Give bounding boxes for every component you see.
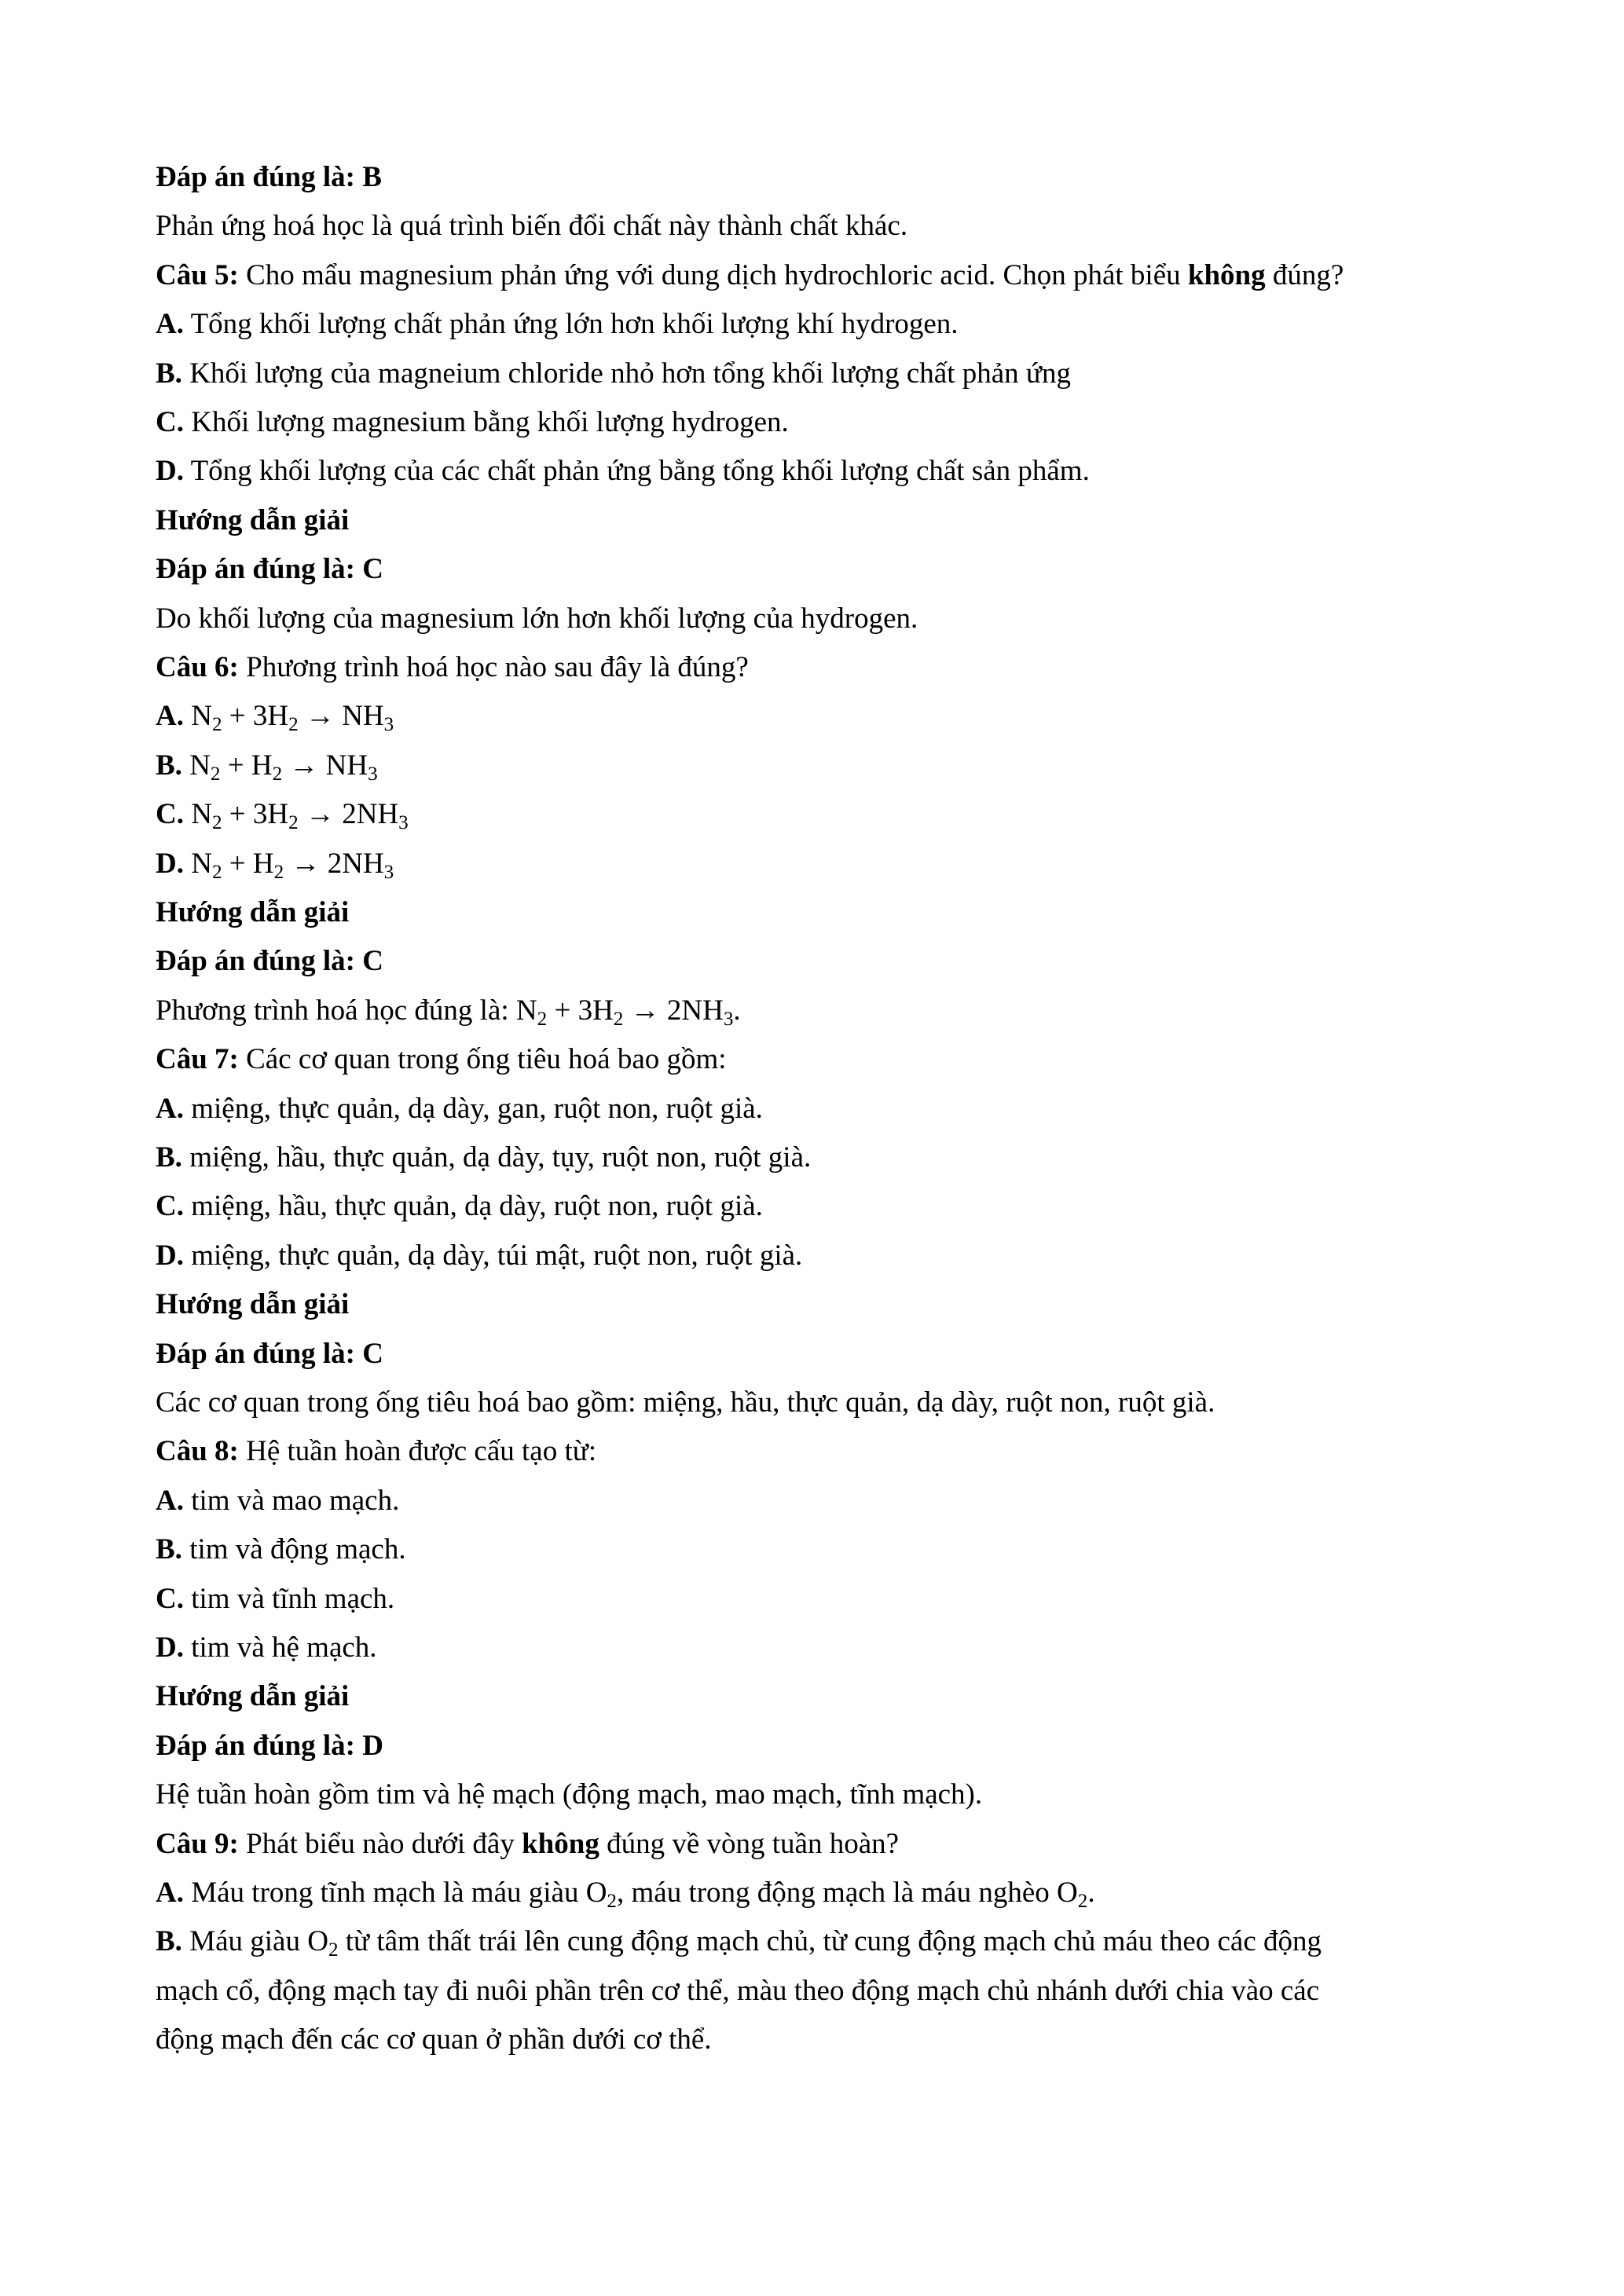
option-line xyxy=(156,1189,1483,1224)
question-line xyxy=(156,1827,1483,1862)
question-line xyxy=(156,650,1483,685)
option-line xyxy=(156,454,1483,489)
option-label: B. xyxy=(156,1533,182,1565)
option-label: C. xyxy=(156,1190,184,1222)
text-run: miệng, thực quản, dạ dày, túi mật, ruột non, ruột già. xyxy=(183,1240,803,1272)
question-line xyxy=(156,1042,1483,1077)
subscript: 2 xyxy=(537,1009,548,1031)
subscript: 2 xyxy=(288,714,299,736)
question-number: Câu 8: xyxy=(156,1435,239,1467)
text-run: đúng về vòng tuần hoàn? xyxy=(599,1828,900,1860)
text-run: N xyxy=(183,848,212,880)
option-line xyxy=(156,405,1483,440)
subscript: 2 xyxy=(211,862,222,884)
text-line: động mạch đến các cơ quan ở phần dưới cơ thể. xyxy=(156,2023,712,2056)
text-run: Tổng khối lượng chất phản ứng lớn hơn khối lượng khí hydrogen. xyxy=(183,308,959,340)
text-run: → 2NH xyxy=(284,848,384,880)
option-label: A. xyxy=(156,1093,184,1125)
answer-line: Đáp án đúng là: C xyxy=(156,945,383,977)
text-run: tim và động mạch. xyxy=(181,1533,406,1565)
text-run: đúng? xyxy=(1265,259,1344,291)
option-label: B. xyxy=(156,749,182,782)
option-label: D. xyxy=(156,1631,184,1664)
text-run: Phương trình hoá học nào sau đây là đúng? xyxy=(238,651,749,683)
option-line xyxy=(156,797,1483,832)
text-run: → NH xyxy=(282,749,368,782)
option-label: A. xyxy=(156,1485,184,1517)
text-run: + 3H xyxy=(547,994,614,1027)
text-line: Do khối lượng của magnesium lớn hơn khối lượng của hydrogen. xyxy=(156,602,918,635)
question-number: Câu 5: xyxy=(156,259,239,291)
option-line xyxy=(156,749,1483,783)
subscript: 3 xyxy=(398,812,409,834)
option-line xyxy=(156,357,1483,391)
text-run: + 3H xyxy=(222,798,289,830)
solution-heading: Hướng dẫn giải xyxy=(156,1288,350,1320)
text-run: → NH xyxy=(298,700,384,732)
subscript: 2 xyxy=(613,1009,624,1031)
text-run: , máu trong động mạch là máu nghèo O xyxy=(617,1877,1078,1909)
text-run: từ tâm thất trái lên cung động mạch chủ, từ cung động mạch chủ máu theo các động xyxy=(338,1925,1322,1957)
subscript: 2 xyxy=(210,764,221,785)
option-label: C. xyxy=(156,1583,184,1615)
emphasis-text: không xyxy=(1187,259,1266,291)
option-line xyxy=(156,1924,1483,1959)
subscript: 2 xyxy=(272,764,283,785)
text-line xyxy=(156,994,1483,1031)
subscript: 2 xyxy=(288,812,299,834)
answer-line: Đáp án đúng là: B xyxy=(156,161,382,193)
option-label: C. xyxy=(156,406,184,438)
option-line xyxy=(156,1141,1483,1175)
text-run: → 2NH xyxy=(298,798,399,830)
text-run: Hệ tuần hoàn được cấu tạo từ: xyxy=(238,1435,597,1467)
option-label: A. xyxy=(156,308,184,340)
text-run: Máu trong tĩnh mạch là máu giàu O xyxy=(183,1877,607,1909)
subscript: 3 xyxy=(383,714,394,736)
question-number: Câu 7: xyxy=(156,1043,239,1075)
option-line xyxy=(156,1876,1483,1913)
option-label: D. xyxy=(156,455,184,487)
text-run: miệng, hầu, thực quản, dạ dày, ruột non, ruột già. xyxy=(183,1190,763,1222)
solution-heading: Hướng dẫn giải xyxy=(156,504,350,536)
text-run: Khối lượng của magneium chloride nhỏ hơn tổng khối lượng chất phản ứng xyxy=(181,357,1071,390)
text-run: + 3H xyxy=(222,700,289,732)
subscript: 3 xyxy=(368,764,378,785)
option-line xyxy=(156,1532,1483,1567)
option-line xyxy=(156,307,1483,342)
option-label: D. xyxy=(156,848,184,880)
option-label: D. xyxy=(156,1240,184,1272)
option-label: B. xyxy=(156,1141,182,1174)
text-run: Khối lượng magnesium bằng khối lượng hydrogen. xyxy=(183,406,789,438)
text-line: mạch cổ, động mạch tay đi nuôi phần trên cơ thể, màu theo động mạch chủ nhánh dưới chia vào các xyxy=(156,1975,1320,2007)
text-run: + H xyxy=(222,848,274,880)
option-line xyxy=(156,847,1483,884)
text-run: miệng, hầu, thực quản, dạ dày, tụy, ruột non, ruột già. xyxy=(181,1141,812,1174)
subscript: 3 xyxy=(723,1009,734,1031)
text-line: Các cơ quan trong ống tiêu hoá bao gồm: miệng, hầu, thực quản, dạ dày, ruột non, ruột già. xyxy=(156,1386,1215,1419)
option-label: B. xyxy=(156,357,182,390)
text-run: N xyxy=(183,798,212,830)
emphasis-text: không xyxy=(522,1828,599,1860)
text-run: Cho mẩu magnesium phản ứng với dung dịch hydrochloric acid. Chọn phát biểu xyxy=(238,259,1188,291)
text-run: tim và mao mạch. xyxy=(183,1485,400,1517)
option-line xyxy=(156,1092,1483,1126)
text-run: tim và hệ mạch. xyxy=(183,1631,377,1664)
subscript: 2 xyxy=(211,812,222,834)
text-run: Các cơ quan trong ống tiêu hoá bao gồm: xyxy=(238,1043,727,1075)
text-run: N xyxy=(181,749,211,782)
text-run: Phương trình hoá học đúng là: N xyxy=(156,994,537,1027)
question-line xyxy=(156,1434,1483,1469)
option-label: B. xyxy=(156,1925,182,1957)
option-label: A. xyxy=(156,700,184,732)
text-line: Phản ứng hoá học là quá trình biến đổi chất này thành chất khác. xyxy=(156,210,908,242)
answer-line: Đáp án đúng là: D xyxy=(156,1730,383,1762)
question-line xyxy=(156,258,1483,293)
text-run: . xyxy=(733,994,741,1027)
subscript: 2 xyxy=(607,1891,617,1913)
question-number: Câu 6: xyxy=(156,651,239,683)
subscript: 2 xyxy=(273,862,284,884)
question-number: Câu 9: xyxy=(156,1828,239,1860)
option-label: C. xyxy=(156,798,184,830)
text-run: + H xyxy=(220,749,273,782)
answer-line: Đáp án đúng là: C xyxy=(156,553,383,585)
text-run: tim và tĩnh mạch. xyxy=(183,1583,395,1615)
option-label: A. xyxy=(156,1877,184,1909)
option-line xyxy=(156,1484,1483,1518)
option-line xyxy=(156,1582,1483,1617)
option-line xyxy=(156,1239,1483,1273)
solution-heading: Hướng dẫn giải xyxy=(156,1680,350,1712)
subscript: 3 xyxy=(383,862,394,884)
solution-heading: Hướng dẫn giải xyxy=(156,896,350,928)
text-run: miệng, thực quản, dạ dày, gan, ruột non, ruột già. xyxy=(183,1093,763,1125)
option-line xyxy=(156,699,1483,734)
text-run: Phát biểu nào dưới đây xyxy=(238,1828,522,1860)
text-run: . xyxy=(1087,1877,1095,1909)
text-run: Máu giàu O xyxy=(181,1925,328,1957)
text-run: Tổng khối lượng của các chất phản ứng bằng tổng khối lượng chất sản phẩm. xyxy=(183,455,1090,487)
subscript: 2 xyxy=(328,1939,339,1961)
subscript: 2 xyxy=(211,714,222,736)
text-run: → 2NH xyxy=(623,994,724,1027)
subscript: 2 xyxy=(1077,1891,1088,1913)
option-line xyxy=(156,1631,1483,1665)
text-line: Hệ tuần hoàn gồm tim và hệ mạch (động mạch, mao mạch, tĩnh mạch). xyxy=(156,1778,983,1811)
answer-line: Đáp án đúng là: C xyxy=(156,1338,383,1370)
text-run: N xyxy=(183,700,212,732)
